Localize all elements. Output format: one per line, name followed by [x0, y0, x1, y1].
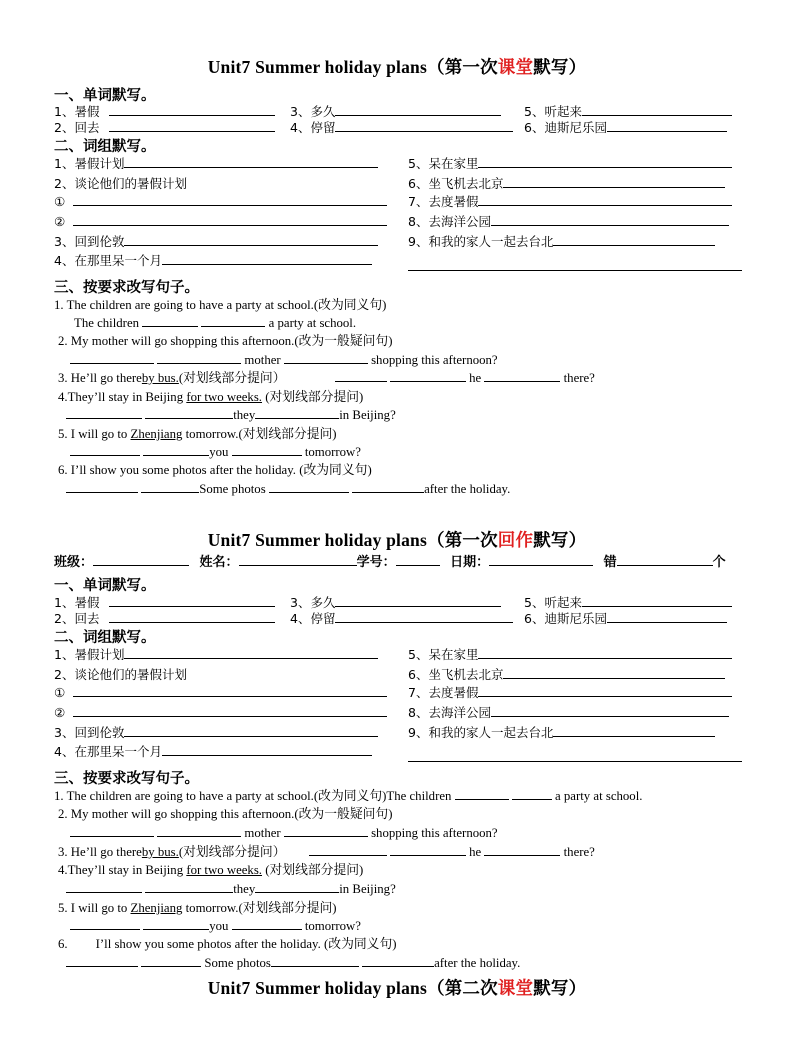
phrase-3-label: 3、回到伦敦: [54, 234, 125, 249]
s5b-post: tomorrow.(对划线部分提问): [185, 901, 337, 915]
blank[interactable]: [66, 955, 138, 967]
blank[interactable]: [512, 788, 552, 800]
blank[interactable]: [362, 955, 434, 967]
blank[interactable]: [335, 595, 501, 607]
word-5b: [524, 595, 732, 611]
blank[interactable]: [73, 685, 387, 697]
s5b-pre: 5. I will go to: [58, 901, 128, 915]
sentence-6b: [58, 936, 397, 952]
phrase-2: 2、谈论他们的暑假计划: [54, 176, 187, 191]
phrase-3: [54, 234, 378, 250]
word-1b: [54, 595, 275, 611]
phrase-1-label: 1、暑假计划: [54, 156, 125, 171]
word-6b: [524, 611, 727, 627]
phrase-4: [54, 253, 372, 269]
s5b-underlined: Zhenjiang: [130, 901, 183, 915]
blank[interactable]: [73, 194, 387, 206]
blank[interactable]: [232, 444, 302, 456]
blank[interactable]: [607, 611, 727, 623]
name-label: 姓名：: [199, 555, 239, 570]
blank[interactable]: [390, 844, 466, 856]
phrase-4b-label: 4、在那里呆一个月: [54, 744, 162, 759]
blank[interactable]: [142, 315, 198, 327]
phrase-7: [408, 194, 732, 210]
phrase-2-2b-label: ②: [54, 705, 66, 720]
s4-beijing: in Beijing?: [339, 408, 396, 422]
s2b-post: shopping this afternoon?: [371, 826, 498, 840]
phrase-2-2: [54, 214, 387, 230]
phrase-5-label: 5、呆在家里: [408, 156, 479, 171]
blank[interactable]: [491, 705, 729, 717]
blank[interactable]: [335, 611, 513, 623]
section-sentences-2: 三、按要求改写句子。: [54, 771, 199, 787]
blank[interactable]: [582, 104, 732, 116]
sentence-3: [58, 370, 595, 386]
phrase-7-label: 7、去度暑假: [408, 194, 479, 209]
phrase-2-2b: [54, 705, 387, 721]
blank[interactable]: [162, 253, 372, 265]
s1-pre: The children: [74, 316, 140, 330]
s6b-num: 6.: [58, 937, 68, 951]
s5-underlined: Zhenjiang: [130, 427, 183, 441]
blank[interactable]: [157, 825, 241, 837]
s4b-they: they: [233, 882, 256, 896]
class-field[interactable]: [93, 554, 189, 566]
blank[interactable]: [109, 104, 275, 116]
word-2b-label: 2、回去: [54, 611, 100, 626]
sentence-2-answer: [70, 352, 498, 368]
blank[interactable]: [455, 788, 509, 800]
blank[interactable]: [335, 104, 501, 116]
sentence-4b-answer: [66, 881, 396, 897]
s6b-some: Some photos: [204, 956, 271, 970]
blank[interactable]: [109, 120, 275, 132]
sentence-6-answer: [66, 481, 510, 497]
section-words-2: 一、单词默写。: [54, 578, 156, 594]
blank[interactable]: [232, 918, 302, 930]
blank[interactable]: [553, 234, 715, 246]
phrase-3b-label: 3、回到伦敦: [54, 725, 125, 740]
phrase-2-1b: [54, 685, 387, 701]
s6-some: Some photos: [199, 482, 266, 496]
blank[interactable]: [124, 725, 378, 737]
phrase-5b: [408, 647, 732, 663]
phrase-9: [408, 234, 715, 250]
word-3b: [290, 595, 501, 611]
word-2-label: 2、回去: [54, 120, 100, 135]
blank[interactable]: [109, 595, 275, 607]
wrong-field[interactable]: [617, 554, 713, 566]
s4b-underlined: for two weeks.: [186, 863, 263, 877]
number-field[interactable]: [396, 554, 440, 566]
word-4b-label: 4、停留: [290, 611, 336, 626]
date-field[interactable]: [489, 554, 593, 566]
phrase-2-1b-label: ①: [54, 685, 66, 700]
s5-pre: 5. I will go to: [58, 427, 128, 441]
sentence-1-answer: [74, 315, 356, 331]
blank[interactable]: [124, 156, 378, 168]
phrase-4b: [54, 744, 372, 760]
phrase-2-2-label: ②: [54, 214, 66, 229]
blank[interactable]: [162, 744, 372, 756]
word-6b-label: 6、迪斯尼乐园: [524, 611, 607, 626]
s2b-mid: mother: [244, 826, 281, 840]
s1b-text: 1. The children are going to have a party at school.(改为同义句): [54, 789, 387, 803]
word-6: [524, 120, 727, 136]
sentence-1b: [54, 788, 642, 804]
blank[interactable]: [284, 825, 368, 837]
blank[interactable]: [503, 176, 725, 188]
sentence-5-answer: [70, 444, 361, 460]
blank[interactable]: [503, 667, 725, 679]
phrase-6: [408, 176, 725, 192]
phrase-9-label: 9、和我的家人一起去台北: [408, 234, 554, 249]
s3b-pre: 3. He’ll go there: [58, 845, 142, 859]
blank[interactable]: [70, 918, 140, 930]
section-phrases-2: 二、词组默写。: [54, 630, 156, 646]
s3b-underlined: by bus.: [141, 845, 179, 859]
s2-post: shopping this afternoon?: [371, 353, 498, 367]
unit-label: 个: [712, 555, 726, 570]
s5-post: tomorrow.(对划线部分提问): [185, 427, 337, 441]
blank[interactable]: [284, 352, 368, 364]
s4b-post: (对划线部分提问): [265, 863, 364, 877]
s4b-pre: 4.They’ll stay in Beijing: [58, 863, 184, 877]
blank[interactable]: [145, 881, 233, 893]
title-1-red: 课堂: [497, 57, 534, 77]
blank[interactable]: [73, 705, 387, 717]
wrong-label: 错: [603, 555, 617, 570]
section-phrases-1: 二、词组默写。: [54, 139, 156, 155]
title-1: [0, 54, 794, 79]
s1-post: a party at school.: [268, 316, 357, 330]
blank[interactable]: [352, 481, 424, 493]
phrase-8b-label: 8、去海洋公园: [408, 705, 491, 720]
number-label: 学号：: [356, 555, 396, 570]
word-4b: [290, 611, 513, 627]
word-5b-label: 5、听起来: [524, 595, 582, 610]
phrase-6-label: 6、坐飞机去北京: [408, 176, 504, 191]
word-1b-label: 1、暑假: [54, 595, 100, 610]
s3-underlined: by bus.: [141, 371, 179, 385]
blank[interactable]: [478, 194, 732, 206]
blank[interactable]: [66, 881, 142, 893]
title-2-red: 回作: [497, 530, 534, 550]
sentence-5b-answer: [70, 918, 361, 934]
phrase-8b: [408, 705, 729, 721]
word-3-label: 3、多久: [290, 104, 336, 119]
title-3-suffix: 默写）: [533, 978, 587, 998]
title-3: [0, 975, 794, 1000]
word-3b-label: 3、多久: [290, 595, 336, 610]
date-label: 日期：: [450, 555, 490, 570]
blank[interactable]: [553, 725, 715, 737]
blank[interactable]: [309, 844, 387, 856]
s3-post: (对划线部分提问）: [178, 371, 286, 385]
blank[interactable]: [335, 370, 387, 382]
word-5: [524, 104, 732, 120]
s5b-you: you: [209, 919, 229, 933]
title-3-red: 课堂: [497, 978, 534, 998]
sentence-6: 6. I’ll show you some photos after the holiday. (改为同义句): [58, 463, 372, 477]
phrase-6b: [408, 667, 725, 683]
student-info-row: [54, 551, 726, 570]
phrase-1b-label: 1、暑假计划: [54, 647, 125, 662]
sentence-5: [58, 426, 337, 442]
blank[interactable]: [582, 595, 732, 607]
class-label: 班级：: [54, 555, 94, 570]
s3-there: there?: [563, 371, 595, 385]
sentence-3b: [58, 844, 595, 860]
blank[interactable]: [201, 315, 265, 327]
s6b-text: I’ll show you some photos after the holiday. (改为同义句): [95, 937, 397, 951]
word-1: [54, 104, 275, 120]
word-4: [290, 120, 513, 136]
blank[interactable]: [408, 270, 742, 271]
sentence-5b: [58, 900, 337, 916]
s4-post: (对划线部分提问): [265, 390, 364, 404]
blank[interactable]: [70, 825, 154, 837]
word-4-label: 4、停留: [290, 120, 336, 135]
blank[interactable]: [478, 156, 732, 168]
s1b-post: a party at school.: [555, 789, 643, 803]
word-3: [290, 104, 501, 120]
s5b-tomorrow: tomorrow?: [304, 919, 361, 933]
phrase-7b: [408, 685, 732, 701]
s5-tomorrow: tomorrow?: [304, 445, 361, 459]
phrase-8-label: 8、去海洋公园: [408, 214, 491, 229]
word-1-label: 1、暑假: [54, 104, 100, 119]
sentence-4-answer: [66, 407, 396, 423]
phrase-5: [408, 156, 732, 172]
blank[interactable]: [109, 611, 275, 623]
word-2b: [54, 611, 275, 627]
word-2: [54, 120, 275, 136]
sentence-6b-answer: [66, 955, 520, 971]
s3b-he: he: [469, 845, 482, 859]
title-2-prefix: Unit7 Summer holiday plans（第一次: [207, 530, 498, 550]
word-5-label: 5、听起来: [524, 104, 582, 119]
blank[interactable]: [255, 407, 339, 419]
blank[interactable]: [141, 955, 201, 967]
sentence-2b-answer: [70, 825, 498, 841]
s3-he: he: [469, 371, 482, 385]
blank[interactable]: [335, 120, 513, 132]
blank[interactable]: [491, 214, 729, 226]
phrase-3b: [54, 725, 378, 741]
blank[interactable]: [70, 352, 154, 364]
s6-after: after the holiday.: [424, 482, 511, 496]
s6b-after: after the holiday.: [434, 956, 521, 970]
section-words-1: 一、单词默写。: [54, 88, 156, 104]
phrase-4-label: 4、在那里呆一个月: [54, 253, 162, 268]
blank[interactable]: [70, 444, 140, 456]
sentence-1: 1. The children are going to have a party at school.(改为同义句): [54, 298, 387, 312]
sentence-4b: [58, 862, 363, 878]
s3b-post: (对划线部分提问）: [178, 845, 286, 859]
s4-underlined: for two weeks.: [186, 390, 263, 404]
phrase-2b: 2、谈论他们的暑假计划: [54, 667, 187, 682]
s4-they: they: [233, 408, 256, 422]
s4b-beijing: in Beijing?: [339, 882, 396, 896]
blank[interactable]: [390, 370, 466, 382]
blank[interactable]: [478, 685, 732, 697]
blank[interactable]: [66, 407, 142, 419]
phrase-7b-label: 7、去度暑假: [408, 685, 479, 700]
title-3-prefix: Unit7 Summer holiday plans（第二次: [207, 978, 498, 998]
blank[interactable]: [145, 407, 233, 419]
blank[interactable]: [484, 370, 560, 382]
title-1-suffix: 默写）: [533, 57, 587, 77]
blank[interactable]: [607, 120, 727, 132]
phrase-2-1: [54, 194, 387, 210]
s5-you: you: [209, 445, 229, 459]
blank[interactable]: [255, 881, 339, 893]
sentence-2: 2. My mother will go shopping this afternoon.(改为一般疑问句): [58, 334, 393, 348]
phrase-9b: [408, 725, 715, 741]
blank[interactable]: [66, 481, 138, 493]
phrase-9b-label: 9、和我的家人一起去台北: [408, 725, 554, 740]
s3-pre: 3. He’ll go there: [58, 371, 142, 385]
phrase-8: [408, 214, 729, 230]
phrase-2-1-label: ①: [54, 194, 66, 209]
word-6-label: 6、迪斯尼乐园: [524, 120, 607, 135]
section-sentences-1: 三、按要求改写句子。: [54, 280, 199, 296]
title-1-prefix: Unit7 Summer holiday plans（第一次: [207, 57, 498, 77]
blank[interactable]: [143, 444, 209, 456]
s3b-there: there?: [563, 845, 595, 859]
blank[interactable]: [269, 481, 349, 493]
s4-pre: 4.They’ll stay in Beijing: [58, 390, 184, 404]
phrase-6b-label: 6、坐飞机去北京: [408, 667, 504, 682]
s2-mid: mother: [244, 353, 281, 367]
blank[interactable]: [124, 647, 378, 659]
name-field[interactable]: [239, 554, 357, 566]
blank[interactable]: [73, 214, 387, 226]
blank[interactable]: [141, 481, 199, 493]
blank[interactable]: [478, 647, 732, 659]
blank[interactable]: [124, 234, 378, 246]
phrase-5b-label: 5、呆在家里: [408, 647, 479, 662]
title-2-suffix: 默写）: [533, 530, 587, 550]
phrase-1b: [54, 647, 378, 663]
sentence-4: [58, 389, 363, 405]
s1b-lead: The children: [386, 789, 452, 803]
phrase-1: [54, 156, 378, 172]
title-2: [0, 527, 794, 552]
sentence-2b: 2. My mother will go shopping this afternoon.(改为一般疑问句): [58, 807, 393, 821]
blank[interactable]: [143, 918, 209, 930]
blank[interactable]: [408, 761, 742, 762]
blank[interactable]: [484, 844, 560, 856]
blank[interactable]: [271, 955, 359, 967]
blank[interactable]: [157, 352, 241, 364]
